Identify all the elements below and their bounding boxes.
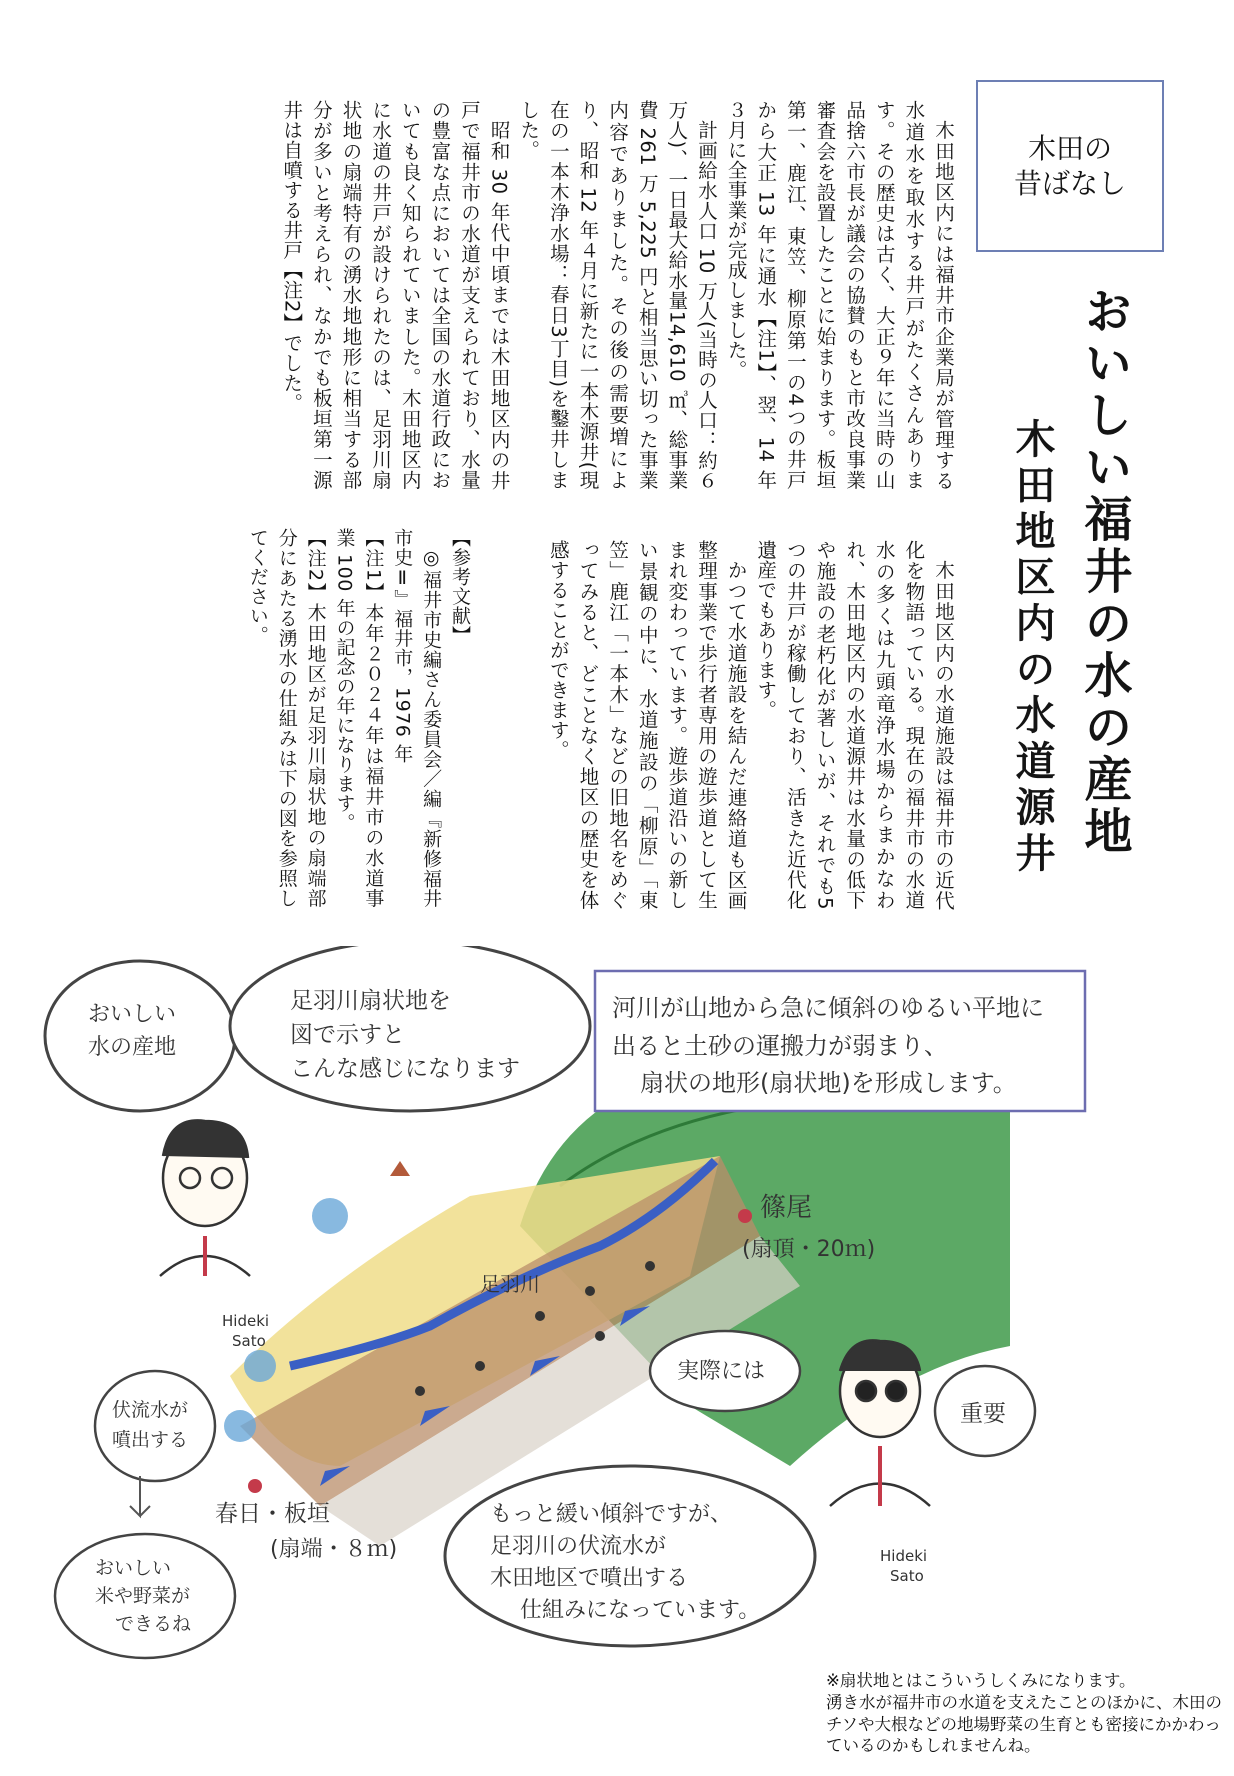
bubble-text: 仕組みになっています。 bbox=[520, 1598, 761, 1623]
label-river: 足羽川 bbox=[480, 1272, 540, 1296]
bubble-text: できるね bbox=[115, 1613, 192, 1635]
illustrator-right bbox=[830, 1340, 930, 1506]
caption-line: 湧き水が福井市の水道を支えたことのほかに、木田のチソや大根などの地場野菜の生育とも密接にかかわっているのかもしれませんね。 bbox=[826, 1692, 1222, 1756]
bubble-text: おいしい bbox=[88, 1002, 177, 1027]
bubble-text: 米や野菜が bbox=[95, 1585, 191, 1607]
history-text bbox=[277, 100, 958, 490]
bubble-text: 図で示すと bbox=[290, 1022, 405, 1048]
references-and-notes bbox=[243, 528, 474, 908]
note-2: 【注2】木田地区が足羽川扇状地の扇端部分にあたる湧水の仕組みは下の図を参照してください。 bbox=[246, 528, 327, 908]
signature-left: Sato bbox=[232, 1332, 266, 1350]
bubble-text: 水の産地 bbox=[88, 1035, 177, 1060]
illustration-caption bbox=[826, 1670, 1222, 1757]
bubble-text: 足羽川扇状地を bbox=[290, 988, 451, 1014]
paragraph: 木田地区内の水道施設は福井市の近代化を物語っている。現在の福井市の水道水の多くは九頭竜浄水場からまかなわれ、木田地区内の水道源井は水量の低下や施設の老朽化が著しいが、それでも5つの井戸が稼働しており、活きた近代化遺産でもあります。 bbox=[754, 540, 955, 910]
alluvial-fan-illustration bbox=[0, 946, 1234, 1666]
references-heading: 【参考文献】 bbox=[449, 528, 471, 645]
references-body: ◎福井市史編さん委員会／編『新修福井市史Ⅱ』福井市，1976 年 bbox=[391, 528, 443, 908]
heading-box-line2: 昔ばなし bbox=[1013, 167, 1126, 200]
paragraph: 昭和 30 年代中頃までは木田地区内の井戸で福井市の水道が支えられており、水量の豊富な点においては全国の水道行政においても良く知られていました。木田地区内に水道の井戸が設けられたのは、足羽川扇状地の扇端特有の湧水地地形に相当する部分が多いと考えられ、なかでも板垣第一源井は自噴する井戸【注2】でした。 bbox=[280, 100, 511, 490]
subtitle: 木田地区内の水道源井 bbox=[1009, 418, 1055, 878]
bubble-text: おいしい bbox=[95, 1557, 172, 1579]
heading-box bbox=[976, 80, 1164, 252]
modernization-text bbox=[543, 540, 958, 910]
bubble-text: もっと緩い傾斜ですが、 bbox=[490, 1502, 733, 1527]
label-kasuga-detail: (扇端・８ｍ) bbox=[270, 1537, 398, 1562]
bubble-text: こんな感じになります bbox=[290, 1056, 520, 1082]
signature-right: Sato bbox=[890, 1567, 924, 1585]
signature-left: Hideki bbox=[222, 1312, 270, 1330]
bubble-text: 噴出する bbox=[112, 1429, 189, 1451]
label-shinoo: 篠尾 bbox=[760, 1193, 813, 1223]
paragraph: 木田地区内には福井市企業局が管理する水道水を取水する井戸がたくさんあります。その歴史は古く、大正９年に当時の山品捨六市長が議会の協賛のもと市改良事業審査会を設置したことに始まります。板垣第一、鹿江、東笠、柳原第一の4つの井戸から大正 13 年に通水【注1】、翌、14 年３月に全事業が完成しました。 bbox=[724, 100, 955, 490]
bubble-text: 木田地区で噴出する bbox=[490, 1566, 689, 1591]
speech-bubble-fan-diagram bbox=[230, 946, 590, 1111]
box-text: 河川が山地から急に傾斜のゆるい平地に bbox=[612, 994, 1044, 1022]
illustrator-left bbox=[160, 1120, 250, 1276]
note-1: 【注1】本年２０２４年は福井市の水道事業 100 年の記念の年になります。 bbox=[333, 528, 385, 908]
bubble-text: 実際には bbox=[677, 1359, 766, 1384]
label-kasuga: 春日・板垣 bbox=[215, 1501, 330, 1527]
paragraph: 計画給水人口 10 万人(当時の人口：約６万人)、一日最大給水量14,610 ㎥、総事業費 261 万 5,225 円と相当思い切った事業内容でありました。その後の需要増により、昭和 12 年４月に新たに一本木源井(現在の一本木浄水場：春日3丁目)を鑿井しました。 bbox=[517, 100, 718, 490]
bubble-text: 足羽川の伏流水が bbox=[490, 1534, 667, 1559]
caption-line: ※扇状地とはこういうしくみになります。 bbox=[826, 1671, 1136, 1690]
bubble-text: 伏流水が bbox=[112, 1399, 189, 1421]
paragraph: かつて水道施設を結んだ連絡道も区画整理事業で歩行者専用の遊歩道として生まれ変わっています。遊歩道沿いの新しい景観の中に、水道施設の「柳原」「東笠」鹿江「一本木」などの旧地名をめぐってみると、どことなく地区の歴史を体感することができます。 bbox=[546, 540, 748, 910]
box-text: 扇状の地形(扇状地)を形成します。 bbox=[640, 1069, 1017, 1097]
speech-bubble-spring bbox=[95, 1371, 215, 1481]
signature-right: Hideki bbox=[880, 1547, 928, 1565]
bubble-text: 重要 bbox=[960, 1401, 1006, 1427]
box-text: 出ると土砂の運搬力が弱まり、 bbox=[612, 1032, 948, 1060]
main-title: おいしい福井の水の産地 bbox=[1076, 286, 1132, 858]
heading-box-line1: 木田の bbox=[1027, 132, 1112, 165]
label-shinoo-detail: (扇頂・20ｍ) bbox=[742, 1237, 876, 1262]
